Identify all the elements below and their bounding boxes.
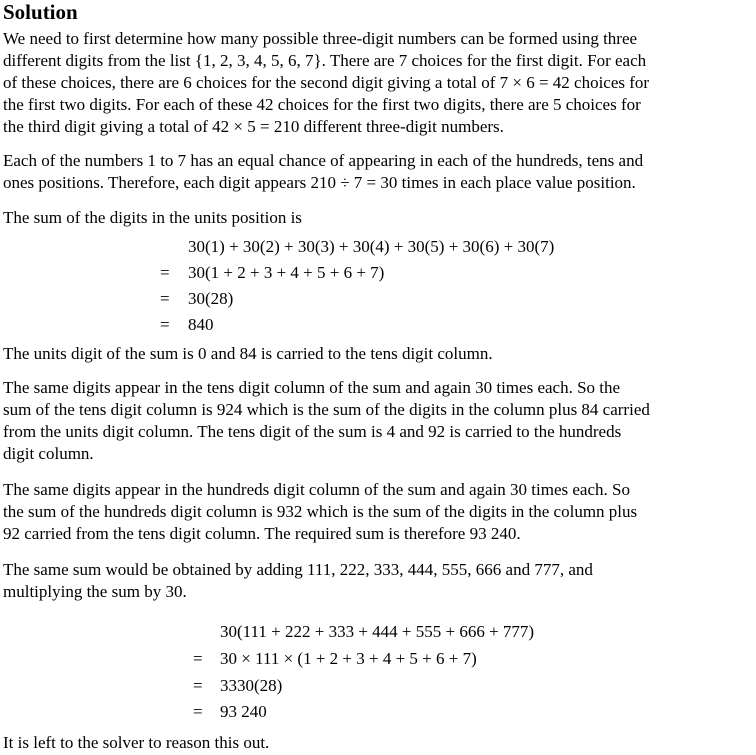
paragraph-1-line-5: the third digit giving a total of 42 × 5 = 210 different three-digit numbers.	[3, 117, 504, 136]
paragraph-7-line-1: The same sum would be obtained by adding 111, 222, 333, 444, 555, 666 and 777, and	[3, 560, 593, 579]
paragraph-3-line-1: The sum of the digits in the units position is	[3, 208, 302, 227]
equation-1-line-4: 840	[188, 315, 214, 334]
paragraph-1-line-3: of these choices, there are 6 choices for the second digit giving a total of 7 × 6 = 42 choices for	[3, 73, 650, 92]
paragraph-7-line-2: multiplying the sum by 30.	[3, 582, 187, 601]
equation-2-line-4: 93 240	[220, 702, 267, 721]
equation-1-line-1: 30(1) + 30(2) + 30(3) + 30(4) + 30(5) + 30(6) + 30(7)	[188, 237, 555, 256]
paragraph-5-line-2: sum of the tens digit column is 924 which is the sum of the digits in the column plus 84 carried	[3, 400, 650, 419]
paragraph-6-line-3: 92 carried from the tens digit column. The required sum is therefore 93 240.	[3, 524, 521, 543]
equation-1-relation-4: =	[160, 315, 170, 334]
paragraph-6-line-2: the sum of the hundreds digit column is 932 which is the sum of the digits in the column plus	[3, 502, 638, 521]
equation-1-line-2: 30(1 + 2 + 3 + 4 + 5 + 6 + 7)	[188, 263, 385, 282]
equation-2-line-2: 30 × 111 × (1 + 2 + 3 + 4 + 5 + 6 + 7)	[220, 649, 477, 668]
paragraph-1-line-1: We need to first determine how many possible three-digit numbers can be formed using three	[3, 29, 638, 48]
equation-1-line-3: 30(28)	[188, 289, 234, 308]
equation-1-relation-2: =	[160, 263, 170, 282]
paragraph-5-line-3: from the units digit column. The tens digit of the sum is 4 and 92 is carried to the hundreds	[3, 422, 622, 441]
paragraph-6-line-1: The same digits appear in the hundreds digit column of the sum and again 30 times each. So	[3, 480, 630, 499]
paragraph-5-line-1: The same digits appear in the tens digit column of the sum and again 30 times each. So the	[3, 378, 621, 397]
equation-2-relation-2: =	[193, 649, 203, 668]
paragraph-1-line-4: the first two digits. For each of these 42 choices for the first two digits, there are 5 choices for	[3, 95, 641, 114]
paragraph-2-line-1: Each of the numbers 1 to 7 has an equal chance of appearing in each of the hundreds, tens and	[3, 151, 644, 170]
solution-heading: Solution	[3, 0, 78, 24]
paragraph-2-line-2: ones positions. Therefore, each digit appears 210 ÷ 7 = 30 times in each place value position.	[3, 173, 636, 192]
paragraph-4-line-1: The units digit of the sum is 0 and 84 is carried to the tens digit column.	[3, 344, 493, 363]
paragraph-1-line-2: different digits from the list {1, 2, 3, 4, 5, 6, 7}. There are 7 choices for the first digit. For each	[3, 51, 647, 70]
paragraph-5-line-4: digit column.	[3, 444, 94, 463]
paragraph-8-line-1: It is left to the solver to reason this out.	[3, 733, 270, 752]
equation-2-line-1: 30(111 + 222 + 333 + 444 + 555 + 666 + 777)	[220, 622, 535, 641]
equation-2-relation-4: =	[193, 702, 203, 721]
equation-2-line-3: 3330(28)	[220, 676, 283, 695]
equation-1-relation-3: =	[160, 289, 170, 308]
equation-2-relation-3: =	[193, 676, 203, 695]
